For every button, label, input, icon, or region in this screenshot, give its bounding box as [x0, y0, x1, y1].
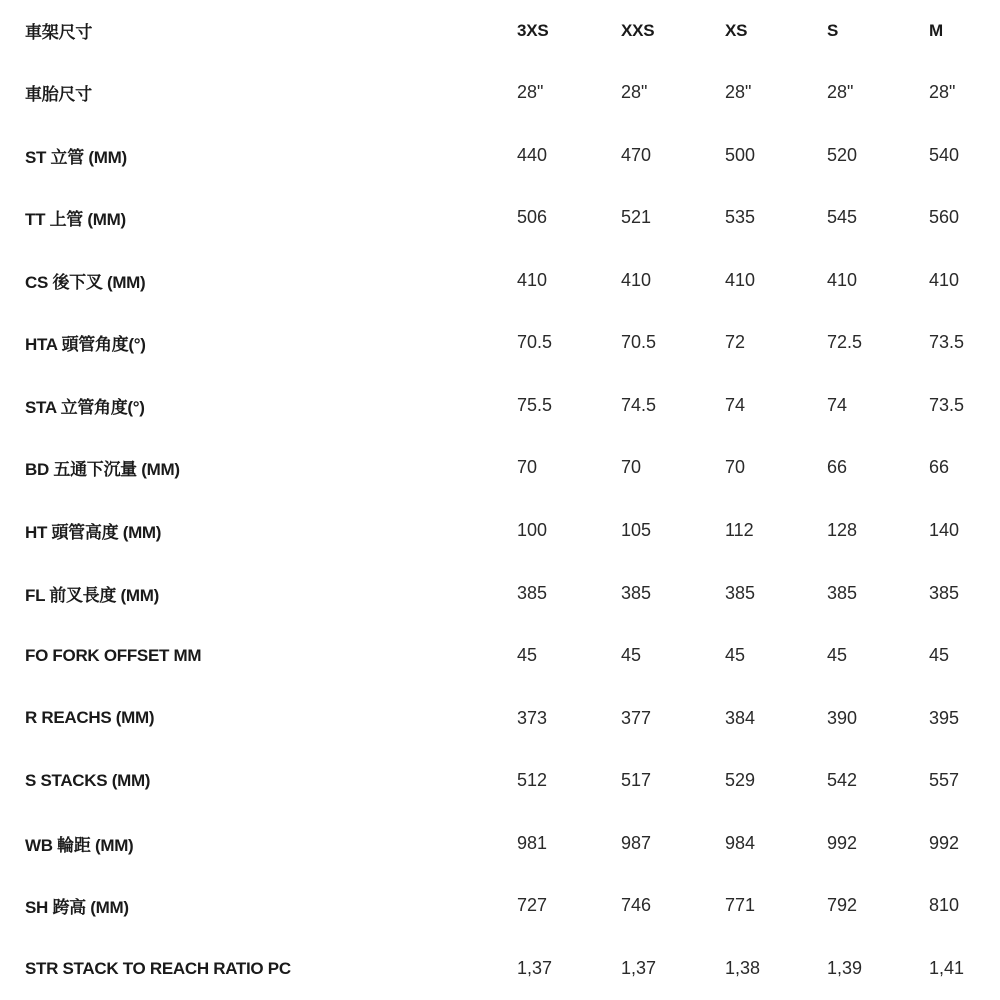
- row-label: SH 跨高 (MM): [25, 898, 129, 918]
- row-label: STR STACK TO REACH RATIO PC: [25, 958, 291, 978]
- cell-value: 66: [929, 457, 950, 478]
- table-row: [0, 875, 1000, 938]
- cell-value: 28": [621, 81, 648, 102]
- cell-value: 75.5: [517, 394, 553, 415]
- cell-value: 385: [725, 582, 756, 603]
- cell-value: 45: [517, 645, 538, 666]
- cell-value: 987: [621, 832, 652, 853]
- cell-value: 70: [517, 457, 538, 478]
- cell-value: 74: [725, 394, 746, 415]
- cell-value: 45: [929, 645, 950, 666]
- cell-value: 542: [827, 770, 858, 791]
- cell-value: 545: [827, 207, 858, 228]
- cell-value: 410: [929, 269, 960, 290]
- table-row: [0, 562, 1000, 625]
- row-label: WB 輪距 (MM): [25, 835, 134, 855]
- header-label: 車架尺寸: [25, 23, 93, 43]
- cell-value: 45: [621, 645, 642, 666]
- cell-value: 992: [929, 832, 960, 853]
- cell-value: 470: [621, 144, 652, 165]
- cell-value: 410: [517, 269, 548, 290]
- cell-value: 72: [725, 332, 746, 353]
- cell-value: 385: [827, 582, 858, 603]
- cell-value: 45: [725, 645, 746, 666]
- row-label: STA 立管角度(°): [25, 397, 145, 417]
- cell-value: 1,38: [725, 958, 761, 979]
- cell-value: 28": [517, 81, 544, 102]
- cell-value: 385: [929, 582, 960, 603]
- row-label: R REACHS (MM): [25, 708, 155, 728]
- cell-value: 500: [725, 144, 756, 165]
- size-header-xs: XS: [725, 20, 748, 40]
- table-row: [0, 249, 1000, 312]
- cell-value: 112: [725, 520, 754, 541]
- cell-value: 560: [929, 207, 960, 228]
- cell-value: 1,37: [517, 958, 553, 979]
- cell-value: 506: [517, 207, 548, 228]
- cell-value: 410: [725, 269, 756, 290]
- cell-value: 70.5: [621, 332, 657, 353]
- cell-value: 390: [827, 707, 858, 728]
- cell-value: 74: [827, 394, 848, 415]
- cell-value: 100: [517, 520, 548, 541]
- table-row: [0, 937, 1000, 1000]
- cell-value: 66: [827, 457, 848, 478]
- cell-value: 529: [725, 770, 756, 791]
- cell-value: 70: [621, 457, 642, 478]
- cell-value: 984: [725, 832, 756, 853]
- cell-value: 440: [517, 144, 548, 165]
- cell-value: 1,41: [929, 958, 965, 979]
- cell-value: 746: [621, 895, 652, 916]
- header-row: [0, 0, 1000, 61]
- row-label: 車胎尺寸: [25, 84, 92, 104]
- cell-value: 395: [929, 707, 960, 728]
- row-label: HTA 頭管角度(°): [25, 335, 146, 355]
- cell-value: 1,39: [827, 958, 863, 979]
- table-row: [0, 624, 1000, 687]
- size-header-xxs: XXS: [621, 20, 655, 40]
- cell-value: 73.5: [929, 394, 965, 415]
- cell-value: 981: [517, 832, 548, 853]
- cell-value: 385: [517, 582, 548, 603]
- cell-value: 384: [725, 707, 756, 728]
- row-label: FL 前叉長度 (MM): [25, 585, 159, 605]
- cell-value: 810: [929, 895, 960, 916]
- cell-value: 540: [929, 144, 960, 165]
- row-label: FO FORK OFFSET MM: [25, 645, 202, 665]
- table-row: [0, 374, 1000, 437]
- cell-value: 727: [517, 895, 548, 916]
- cell-value: 377: [621, 707, 652, 728]
- row-label: TT 上管 (MM): [25, 210, 126, 230]
- cell-value: 535: [725, 207, 756, 228]
- size-header-m: M: [929, 20, 943, 40]
- table-row: [0, 124, 1000, 187]
- table-row: [0, 186, 1000, 249]
- cell-value: 70: [725, 457, 746, 478]
- row-label: ST 立管 (MM): [25, 147, 127, 167]
- table-row: [0, 61, 1000, 124]
- cell-value: 128: [827, 520, 858, 541]
- row-label: BD 五通下沉量 (MM): [25, 460, 180, 480]
- table-row: [0, 312, 1000, 375]
- cell-value: 72.5: [827, 332, 863, 353]
- size-header-s: S: [827, 20, 839, 40]
- cell-value: 105: [621, 520, 652, 541]
- cell-value: 992: [827, 832, 858, 853]
- cell-value: 140: [929, 520, 960, 541]
- cell-value: 517: [621, 770, 652, 791]
- cell-value: 28": [929, 81, 956, 102]
- table-row: [0, 687, 1000, 750]
- cell-value: 521: [621, 207, 652, 228]
- cell-value: 410: [621, 269, 652, 290]
- cell-value: 385: [621, 582, 652, 603]
- cell-value: 771: [725, 895, 756, 916]
- cell-value: 557: [929, 770, 960, 791]
- cell-value: 512: [517, 770, 548, 791]
- table-row: [0, 499, 1000, 562]
- table-row: [0, 750, 1000, 813]
- cell-value: 73.5: [929, 332, 965, 353]
- row-label: HT 頭管高度 (MM): [25, 523, 162, 543]
- cell-value: 70.5: [517, 332, 553, 353]
- row-label: CS 後下叉 (MM): [25, 272, 146, 292]
- size-header-3xs: 3XS: [517, 20, 549, 40]
- cell-value: 792: [827, 895, 858, 916]
- cell-value: 45: [827, 645, 848, 666]
- row-label: S STACKS (MM): [25, 770, 151, 790]
- cell-value: 373: [517, 707, 548, 728]
- table-row: [0, 812, 1000, 875]
- cell-value: 28": [725, 81, 752, 102]
- cell-value: 410: [827, 269, 858, 290]
- cell-value: 1,37: [621, 958, 657, 979]
- table-row: [0, 437, 1000, 500]
- cell-value: 74.5: [621, 394, 657, 415]
- cell-value: 520: [827, 144, 858, 165]
- cell-value: 28": [827, 81, 854, 102]
